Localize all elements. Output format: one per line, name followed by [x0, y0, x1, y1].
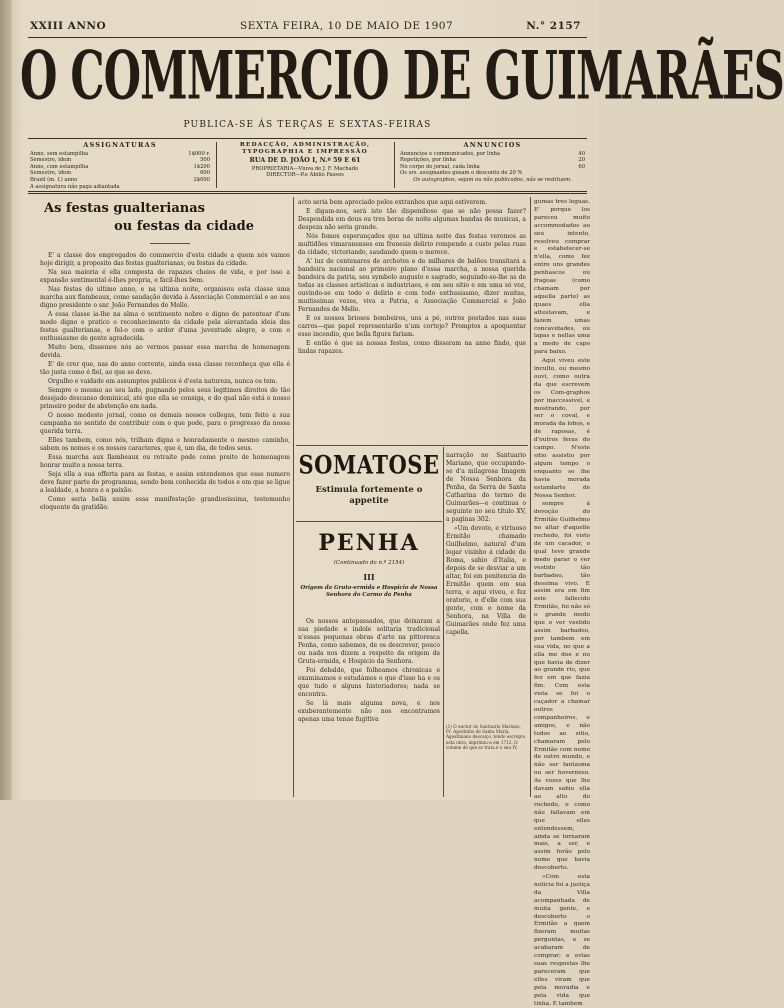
paragraph: «Com esta noticia foi a justiça da Villa acompanhada de muita gente, e descoberto o Ermitão a quem fizeram muitas perguntas, e se acabaram de comprar; e estas suas respostas lhe pareceram que elles viram que pela moradia e pela vida que tinha. E tambem	[534, 874, 590, 1007]
masthead-title: O COMMERCIO DE GUIMARÃES	[20, 38, 784, 116]
feuilleton-continued: (Continuado do n.º 2154)	[333, 560, 405, 566]
paragraph: E então é que as nossas festas, como disseram na anno findo, que lindas rapazes.	[298, 340, 526, 355]
advertising-row: Repetições, por linha 20	[400, 157, 585, 164]
paragraph: O nosso modesto jornal, como os demais nossos collegas, tem feito a sua campanha no sentido de contribuir com o que pode, para o progresso da nossa querida terra.	[40, 412, 290, 435]
somatose-advert	[298, 449, 440, 507]
paragraph: acto seria bem apreciado pelos extranhos que aqui estiverem.	[298, 199, 488, 206]
feuilleton-heading: Origem da Gruta-ermida e Hospicio de Nossa Senhora do Carmo da Penha	[300, 585, 438, 598]
editorial-box	[222, 142, 388, 188]
paragraph: Os nossos antepassados, que deixaram a sua piedade e indole solitaria tradicional n'essas pequenas obras d'arte na pittoresca Penha, como sabemos, de os descrever, pouco ou nada nos dizem a respeito da origem da Gruta-ermida, e Hospicio da Senhora.	[298, 618, 440, 665]
paragraph: Sempre o mesmo ao seu lado, pugnando pelos seus legitimos direitos do tão desejado descanso dominical, até que ella se consiga, e do qual não está o nosso primeiro poder de abstenção em nada.	[40, 387, 290, 410]
paragraph: Muito bem, dissemos nós ao vermos passar essa marcha de homenagem devida.	[40, 344, 290, 359]
feuilleton-header	[298, 530, 440, 599]
paragraph: E' a classe dos empregados do commercio d'esta cidade a quem nós vamos hoje dirigir, a proposito das festas gualterianas, ou festas da cidade.	[40, 252, 290, 267]
info-divider	[216, 142, 217, 188]
article-headline-line1: As festas gualterianas	[44, 201, 205, 216]
subscription-row: Brazil (m. f.) anno 2$000	[30, 176, 210, 183]
paragraph: Seja ella a sua offerta para as festas, e assim entendemos que esse numero deve fazer parte do programma, sendo bem conhecida de todos e em que se ligue a lealdade, a honra e a paixão.	[40, 471, 290, 494]
advert-tagline: Estimula fortemente o appetite	[315, 485, 423, 506]
paragraph: Na sua maioria é ella composta de rapazes cheios de vida, e por isso a expansão sentimental é-lhes propria, e facil-lhes bem.	[40, 269, 290, 284]
paragraph: A essa classe ia-lhe na alma o sentimento nobre e digno de patentear d'um modo digno e pratico o reconhecimento da cidade pela alevantada ideia das festas gualterianas, e fel-o com o ardor d'uma juventude alegre, e com o enthusiasmo de gente agradecida.	[40, 311, 290, 342]
feuilleton-column-2	[446, 452, 526, 720]
article-column-1	[40, 252, 290, 797]
subscription-row: Anno, com estampilha 1$200	[30, 163, 210, 170]
editorial-address: RUA DE D. JOÃO I, N.º 59 E 61	[249, 156, 361, 165]
paragraph: Elles tambem, como nós, trilham digna e honradamente o mesmo caminho, sabem os nomes e os nossos caracteres, que é, um dia, de todos seus.	[40, 437, 290, 452]
paragraph: Aqui viveu este inculto, ou mesmo ouvi, como outra da que escrevem os Com-graphos por inaccessivel, e mostrando, por ser o coval, e morada da lobos, e de raposas, é d'outros feras do campo. N'este sitio assistio por algum tempo o enquanto se lhe havia morada estandarte de Nossa Senhor.	[534, 358, 590, 499]
info-top-rule	[28, 138, 587, 139]
article-headline	[44, 200, 254, 236]
column-divider	[530, 197, 531, 797]
footnote: (1) O auctor do Santuario Mariano, Fr. Agostinho de Santa Maria, Agostiniano descalço, tendo escrepto esta obra, imprimiu-a em 1712. O volume de que se trata é o seu IV.	[446, 724, 526, 750]
column-divider	[293, 197, 294, 797]
year-label: XXIII ANNO	[30, 20, 107, 32]
paragraph: Nas festas do ultimo anno, e na ultima noite, organisou esta classe uma marcha aux flambeaux, como saudação devida á Associação Commercial e ao seu digno presidente o snr. João Fernandes de Mello.	[40, 286, 290, 309]
advert-rule	[296, 521, 442, 522]
info-bottom-rule	[28, 191, 587, 192]
info-bottom-rule-double	[28, 193, 587, 194]
paragraph: E os nossos briosos bombeiros, uns a pé, outros postados nas suas carros—que papel representarão n'um cortejo? Promptos a apoquentar esse incendio, que bella figura fariam.	[298, 315, 526, 338]
subscriptions-title: ASSIGNATURAS	[83, 141, 157, 149]
advertising-title: ANNUNCIOS	[463, 141, 522, 149]
paragraph: A' luz de centenares de archotes e de milhares de balões transitará a bandeira nacional ao primeiro plano d'essa marcha, a nossa querida bandeira da patria, seu symbolo augusto e sagrado, seguindo-se-lhe as de todas as classes artisticas e industriaes, e em seu sitio e em uma só voz, ouvindo-se em todo o delirio e com todo enthusiasmo, dizer muitas, muitissimas vezes, viva a Patria, a Associação Commercial e João Fernandes de Mello.	[298, 258, 526, 313]
paragraph: E digam-nos, será isto tão dispendioso que se não possa fazer? Despendida em dous ou tres horas de noite algumas bandas de musicas, a despeza não seria grande.	[298, 208, 526, 231]
advertising-row: Annuncios e communicados, por linha 40	[400, 150, 585, 157]
advertising-row: Os srs. assignantes gosam o desconto de 20 %	[400, 170, 523, 177]
paragraph: Se lá mais alguma nova, e nos exuberantemente não nos encontramos apenas uma tenue fugitiva	[298, 700, 440, 723]
paragraph: Foi debalde, que folheamos chronicas e examinamos e estudámos o que d'isso ha e os que tudo e alguns historiadores; nada se encontra.	[298, 667, 440, 698]
editorial-title: REDACÇÃO, ADMINISTRAÇÃO, TYPOGRAPHIA E IMPRESSÃO	[239, 142, 371, 155]
subscription-row: Anno, sem estampilha 1$000 r.	[30, 150, 210, 157]
info-band	[30, 142, 587, 188]
paragraph: Essa marcha aux flambeaux ou retraite pode como preito de homenagem honrar muito a nossa terra.	[40, 454, 290, 469]
advert-brand: SOMATOSE	[298, 449, 440, 480]
date-label: SEXTA FEIRA, 10 DE MAIO DE 1907	[240, 20, 454, 32]
feuilleton-column-3	[534, 199, 590, 1007]
subscription-row: Semestre, idem 500	[30, 157, 210, 164]
paragraph: sempre á devoção do Ermitão Guilhelmo no altar d'aquelle rochedo, foi visto de um cacador, o qual teve grande medo parar o ver vestido tão barbadeo, tão dessima vivo. E assim era em fim este fallecido Ermitão, foi não só o grande modo que o ver vestido assim barbadeo, por tambem em sua vida, no que a ella me doe e no que havia de dizer ao grande rio, que fez em que fazia fim. Com esta vista se foi o caçador a chamar outros companheiros, e amigos, e não todos ao sitio, chamaram pelo Ermitão com nome de outro mundo, e não ser fantasma ou ser hovernoso. As vozes que lhe davam sahio ella ao alto do rochedo, e como não fallavam em que elles entendessem, ainda se tornaram mais, a ser, e assim forão pelo nome que havia descoberto.	[534, 501, 590, 872]
feuilleton-title: PENHA	[318, 530, 420, 556]
subscription-row: Semestre, idem 600	[30, 170, 210, 177]
paragraph: narração no Santuario Mariano, que occupando-se d'a milagrosa Imagem de Nossa Senhora da Penha, da Serra de Santa Catharina do termo de Guimarães—e continua o seguinte no seu titulo XV, a paginas 302:	[446, 452, 526, 523]
headline-ornament	[150, 243, 190, 244]
header-top-line	[30, 20, 585, 38]
paragraph: Orgulho e vaidade em assumptos publicos é d'esta natureza, nunca os tem.	[48, 378, 278, 385]
article-column-2	[298, 199, 526, 442]
advertising-note: Os autographos, sejam ou não publicados, não se restituem.	[413, 176, 572, 183]
feuilleton-column-1	[298, 618, 440, 798]
issue-number: N.° 2157	[526, 20, 581, 32]
paragraph: gumas tres leguas. E' porque los pareceu muito accommodados ao seu intento, resolveu comprar e estabelecer-se n'ella, como fez entre uns grandes penhascos ou fragoas (como chamam por aquella parte) as quaes ella attestavam, e fazem umas concavidades, ou lapas e nellas uma a modo de capo para baixo.	[534, 199, 590, 356]
subscriptions-box	[30, 142, 210, 188]
info-divider	[394, 142, 395, 188]
advertising-row: No corpo do jornal, cada linha 60	[400, 163, 585, 170]
column-divider	[443, 447, 444, 797]
advertising-box	[400, 142, 585, 188]
paragraph: E' de crer que, nas do anno corrente, ainda essa classe reconheça que ella é tão justa como é fiel, ao que se deve.	[40, 361, 290, 376]
page-binding-edge	[0, 0, 12, 800]
section-rule	[296, 445, 528, 446]
article-headline-line2: ou festas da cidade	[114, 219, 254, 234]
director-line: DIRECTOR—P.e Abilio Passos	[266, 172, 344, 179]
owner-line: PROPRIETARIA—Viuva de J. F. Machado	[251, 165, 359, 172]
publication-frequency: PUBLICA-SE ÁS TERÇAS E SEXTAS-FEIRAS	[183, 120, 432, 130]
paragraph: Nós fomos esperançados que na ultima noite das festas veremos as multidões vimaranenses em frenesis delirio rompendo a custo pelas ruas da cidade, victoriando, saudando quem o merece.	[298, 233, 526, 256]
subscription-row: A assignatura não paga adiantada	[30, 183, 120, 190]
feuilleton-chapter: III	[363, 572, 375, 582]
paragraph: Como seria bella assim essa manifestação grandiosissima, testemunho eloquente da gratidão.	[40, 496, 290, 511]
paragraph: «Um devoto, e virtuoso Ermitão chamado Guilhelmo, natural d'um logar visinho á cidade de Roma, sahio d'Italia, e depois de se desviar a um altar, foi em penitencia do Ermitão quem em sua terra, e aqui viveu, e fez oratorio, e d'elle com sua gente, com o nome da Senhora, na Villa de Guimarães onde fez uma capella.	[446, 525, 526, 636]
